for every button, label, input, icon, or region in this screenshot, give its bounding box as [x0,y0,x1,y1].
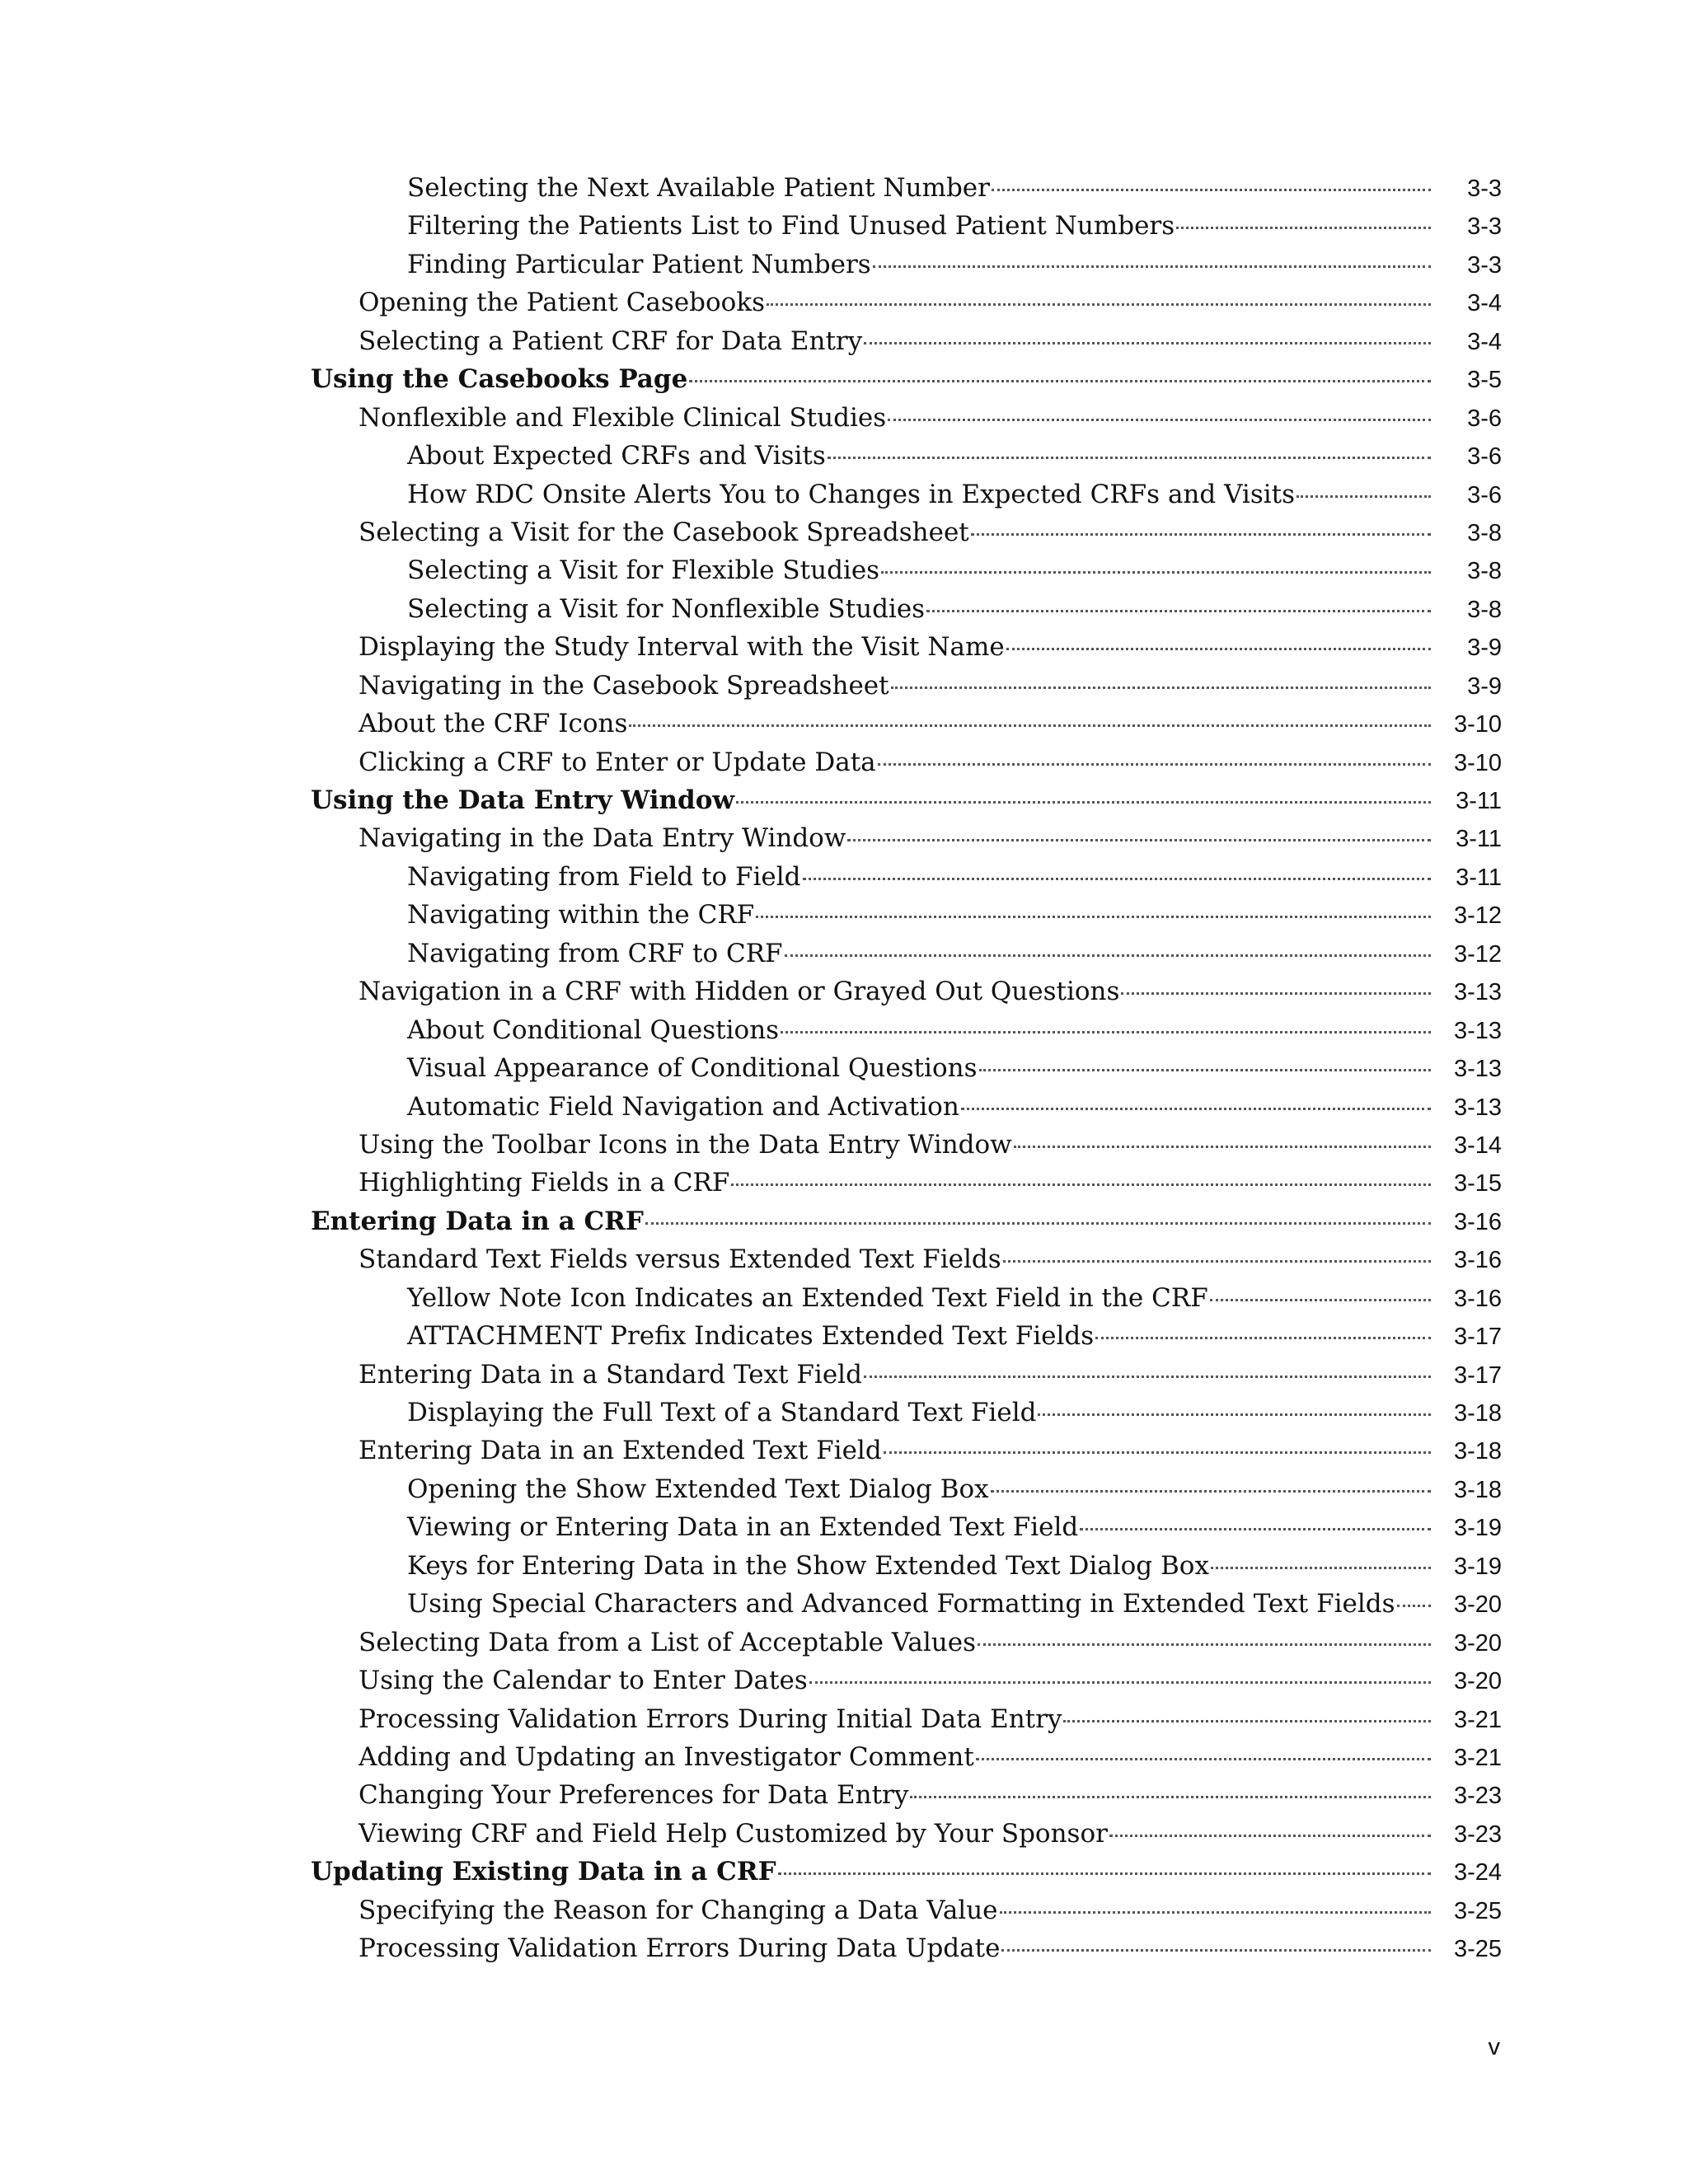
toc-entry-page-number: 3-17 [1453,1361,1502,1389]
dot-leader [1003,1260,1431,1263]
toc-entry-page-number: 3-25 [1453,1936,1502,1963]
toc-entry-title: Automatic Field Navigation and Activation [407,1091,959,1122]
toc-entry-title: Selecting Data from a List of Acceptable Values [359,1627,976,1657]
dot-leader [873,265,1431,268]
toc-entry[interactable] [311,819,1502,857]
dot-leader [891,687,1431,689]
dot-leader [736,801,1431,804]
dot-leader [1121,992,1431,995]
toc-entry[interactable] [311,360,1502,398]
toc-entry-page-number: 3-9 [1467,635,1502,662]
page-folio: v [1488,2034,1500,2060]
toc-entry-page-number: 3-6 [1467,481,1502,509]
toc-entry[interactable] [311,1356,1502,1394]
toc-entry[interactable] [311,1815,1502,1853]
dot-leader [910,1796,1431,1798]
toc-entry[interactable] [311,1508,1502,1546]
toc-entry-title: Filtering the Patients List to Find Unused Patient Numbers [407,211,1175,241]
toc-entry-title: Visual Appearance of Conditional Questions [407,1053,978,1084]
toc-entry[interactable] [311,705,1502,743]
toc-entry[interactable] [311,284,1502,321]
toc-entry-title: Processing Validation Errors During Data Update [359,1933,1001,1964]
toc-entry[interactable] [311,1929,1502,1967]
toc-entry[interactable] [311,399,1502,437]
toc-entry[interactable] [311,437,1502,475]
toc-entry-title: Entering Data in a Standard Text Field [359,1359,862,1390]
toc-entry-title: Selecting the Next Available Patient Number [407,173,990,203]
dot-leader [1176,227,1431,229]
toc-entry-page-number: 3-19 [1453,1553,1502,1580]
toc-entry-page-number: 3-14 [1453,1132,1502,1159]
toc-entry[interactable] [311,1049,1502,1087]
toc-entry[interactable] [311,972,1502,1010]
toc-entry-page-number: 3-12 [1453,902,1502,930]
dot-leader [978,1643,1431,1646]
dot-leader [1063,1720,1431,1722]
dot-leader [847,839,1431,841]
toc-entry-page-number: 3-3 [1467,251,1502,279]
toc-entry-title: Navigating in the Data Entry Window [359,823,846,854]
toc-entry-page-number: 3-16 [1453,1285,1502,1312]
toc-entry-title: Standard Text Fields versus Extended Text Fields [359,1244,1001,1275]
toc-entry-page-number: 3-25 [1453,1897,1502,1924]
toc-entry[interactable] [311,667,1502,705]
toc-entry-title: Keys for Entering Data in the Show Extended Text Dialog Box [407,1550,1209,1581]
toc-entry-page-number: 3-8 [1467,519,1502,546]
toc-entry-page-number: 3-24 [1453,1859,1502,1886]
dot-leader [1080,1528,1431,1530]
dot-leader [828,457,1431,459]
toc-entry-title: Selecting a Patient CRF for Data Entry [359,326,863,356]
dot-leader [1210,1299,1431,1301]
toc-entry-title: Adding and Updating an Investigator Comment [359,1741,974,1772]
toc-entry[interactable] [311,743,1502,781]
toc-entry-page-number: 3-8 [1467,596,1502,623]
dot-leader [785,954,1431,957]
toc-entry-page-number: 3-11 [1456,788,1502,814]
dot-leader [1006,648,1431,650]
toc-entry-title: ATTACHMENT Prefix Indicates Extended Text Fields [407,1321,1095,1352]
dot-leader [781,1031,1431,1033]
toc-entry-page-number: 3-17 [1453,1324,1502,1351]
dot-leader [971,533,1431,536]
dot-leader [979,1069,1431,1071]
toc-entry-title: How RDC Onsite Alerts You to Changes in Expected CRFs and Visits [407,479,1296,509]
dot-leader [809,1681,1431,1684]
toc-entry-title: Navigating within the CRF [407,900,755,930]
toc-entry[interactable] [311,1202,1502,1240]
toc-entry-page-number: 3-11 [1456,826,1502,853]
dot-leader [731,1183,1431,1186]
toc-entry-title: Displaying the Full Text of a Standard Text Field [407,1398,1037,1427]
dot-leader [629,724,1431,727]
toc-entry-title: Navigating from CRF to CRF [407,938,783,968]
toc-entry-page-number: 3-9 [1467,673,1502,700]
toc-entry[interactable] [311,513,1502,551]
toc-entry[interactable] [311,551,1502,589]
dot-leader [645,1222,1431,1225]
toc-entry[interactable] [311,1891,1502,1929]
toc-entry-title: Using the Casebooks Page [311,364,688,395]
toc-entry-title: Opening the Show Extended Text Dialog Box [407,1474,989,1504]
toc-entry-title: Yellow Note Icon Indicates an Extended Text Field in the CRF [407,1282,1208,1313]
toc-entry-page-number: 3-13 [1453,1056,1502,1083]
toc-entry[interactable] [311,896,1502,934]
toc-entry[interactable] [311,1088,1502,1126]
toc-entry-title: Navigating from Field to Field [407,861,801,892]
toc-entry[interactable] [311,246,1502,284]
toc-entry-title: About Conditional Questions [407,1015,780,1045]
toc-entry-page-number: 3-16 [1453,1247,1502,1274]
toc-entry[interactable] [311,1394,1502,1432]
toc-entry[interactable] [311,1661,1502,1699]
dot-leader [864,1376,1431,1378]
toc-entry[interactable] [311,935,1502,972]
toc-entry-page-number: 3-23 [1453,1821,1502,1848]
toc-entry-page-number: 3-6 [1467,443,1502,471]
toc-entry-page-number: 3-8 [1467,558,1502,585]
toc-entry-title: Viewing or Entering Data in an Extended Text Field [407,1512,1079,1543]
toc-entry-page-number: 3-18 [1453,1476,1502,1503]
dot-leader [1000,1911,1431,1914]
toc-entry-page-number: 3-10 [1453,711,1502,738]
toc-entry-title: Entering Data in an Extended Text Field [359,1436,882,1466]
toc-entry-page-number: 3-20 [1453,1591,1502,1619]
dot-leader [1038,1413,1431,1416]
dot-leader [778,1872,1431,1875]
dot-leader [1014,1146,1431,1148]
dot-leader [689,380,1431,382]
toc-entry-page-number: 3-3 [1467,213,1502,241]
toc-entry-title: Selecting a Visit for the Casebook Spreadsheet [359,517,969,547]
toc-entry-page-number: 3-21 [1453,1744,1502,1771]
toc-entry-title: Selecting a Visit for Flexible Studies [407,555,880,586]
toc-entry-title: Updating Existing Data in a CRF [311,1857,776,1887]
toc-entry[interactable] [311,1776,1502,1814]
toc-entry-page-number: 3-16 [1453,1208,1502,1235]
toc-entry-page-number: 3-19 [1453,1515,1502,1542]
toc-entry-title: About Expected CRFs and Visits [407,441,826,471]
toc-entry[interactable] [311,590,1502,628]
toc-entry-page-number: 3-13 [1453,1017,1502,1044]
toc-entry-page-number: 3-15 [1453,1170,1502,1197]
dot-leader [864,342,1431,344]
toc-entry[interactable] [311,1624,1502,1661]
toc-entry[interactable] [311,1547,1502,1585]
toc-entry-title: Using the Calendar to Enter Dates [359,1666,808,1696]
toc-entry-title: Using the Data Entry Window [311,785,735,815]
toc-entry[interactable] [311,322,1502,360]
toc-entry[interactable] [311,1240,1502,1278]
toc-entry-title: Viewing CRF and Field Help Customized by Your Sponsor [359,1818,1108,1849]
toc-entry[interactable] [311,1470,1502,1508]
toc-entry[interactable] [311,1700,1502,1738]
toc-entry-title: Highlighting Fields in a CRF [359,1168,730,1198]
dot-leader [756,916,1431,918]
toc-entry[interactable] [311,1738,1502,1776]
toc-entry-page-number: 3-11 [1456,864,1502,891]
dot-leader [976,1758,1431,1760]
dot-leader [884,1451,1431,1454]
toc-entry-page-number: 3-13 [1453,979,1502,1006]
toc-entry-title: Nonflexible and Flexible Clinical Studies [359,402,887,433]
toc-entry-page-number: 3-12 [1453,940,1502,968]
toc-entry-title: Clicking a CRF to Enter or Update Data [359,747,876,777]
toc-entry-page-number: 3-20 [1453,1668,1502,1695]
toc-entry-page-number: 3-18 [1453,1400,1502,1427]
toc-entry[interactable] [311,207,1502,245]
dot-leader [1211,1567,1431,1569]
toc-entry[interactable] [311,1317,1502,1355]
dot-leader [1109,1835,1431,1837]
toc-entry[interactable] [311,1164,1502,1202]
toc-entry[interactable] [311,476,1502,513]
dot-leader [888,419,1431,421]
dot-leader [1296,495,1431,498]
toc-entry-page-number: 3-5 [1467,367,1502,394]
toc-entry-page-number: 3-18 [1453,1438,1502,1465]
toc-entry-title: Navigating in the Casebook Spreadsheet [359,670,889,701]
toc-entry-title: Navigation in a CRF with Hidden or Grayed Out Questions [359,977,1120,1007]
toc-entry[interactable] [311,1585,1502,1623]
dot-leader [961,1108,1431,1110]
toc-entry-title: Entering Data in a CRF [311,1206,644,1236]
toc-entry-title: Finding Particular Patient Numbers [407,249,871,279]
toc-entry-title: Using the Toolbar Icons in the Data Entry Window [359,1129,1012,1160]
toc-entry-title: Changing Your Preferences for Data Entry [359,1780,909,1811]
toc-entry-title: Specifying the Reason for Changing a Data Value [359,1895,998,1925]
toc-entry[interactable] [311,781,1502,819]
toc-entry[interactable] [311,858,1502,896]
dot-leader [881,571,1431,574]
dot-leader [1095,1337,1431,1339]
toc-entry-title: Displaying the Study Interval with the Visit Name [359,632,1005,663]
toc-entry-page-number: 3-3 [1467,176,1502,202]
toc-entry[interactable] [311,1853,1502,1891]
toc-entry-page-number: 3-23 [1453,1783,1502,1810]
toc-entry[interactable] [311,169,1502,207]
toc-entry-page-number: 3-4 [1467,290,1502,317]
toc-entry-page-number: 3-13 [1453,1094,1502,1121]
toc-entry[interactable] [311,1432,1502,1469]
toc-entry-page-number: 3-6 [1467,405,1502,432]
table-of-contents [311,169,1502,1968]
dot-leader [926,610,1431,612]
toc-entry-page-number: 3-20 [1453,1629,1502,1657]
dot-leader [992,189,1431,191]
toc-entry-title: Using Special Characters and Advanced Formatting in Extended Text Fields [407,1589,1395,1619]
dot-leader [767,303,1431,306]
dot-leader [803,878,1432,880]
toc-entry-title: About the CRF Icons [359,709,628,739]
toc-entry[interactable] [311,1126,1502,1164]
toc-entry-page-number: 3-4 [1467,328,1502,355]
dot-leader [1397,1605,1431,1607]
dot-leader [991,1490,1431,1493]
toc-entry-title: Processing Validation Errors During Initial Data Entry [359,1704,1062,1734]
toc-entry-page-number: 3-21 [1453,1706,1502,1733]
toc-entry[interactable] [311,1279,1502,1317]
toc-entry-page-number: 3-10 [1453,749,1502,776]
dot-leader [878,763,1431,766]
toc-entry[interactable] [311,628,1502,666]
toc-entry-title: Opening the Patient Casebooks [359,288,766,318]
dot-leader [1001,1949,1431,1952]
toc-entry-title: Selecting a Visit for Nonflexible Studies [407,593,926,624]
toc-entry[interactable] [311,1011,1502,1049]
